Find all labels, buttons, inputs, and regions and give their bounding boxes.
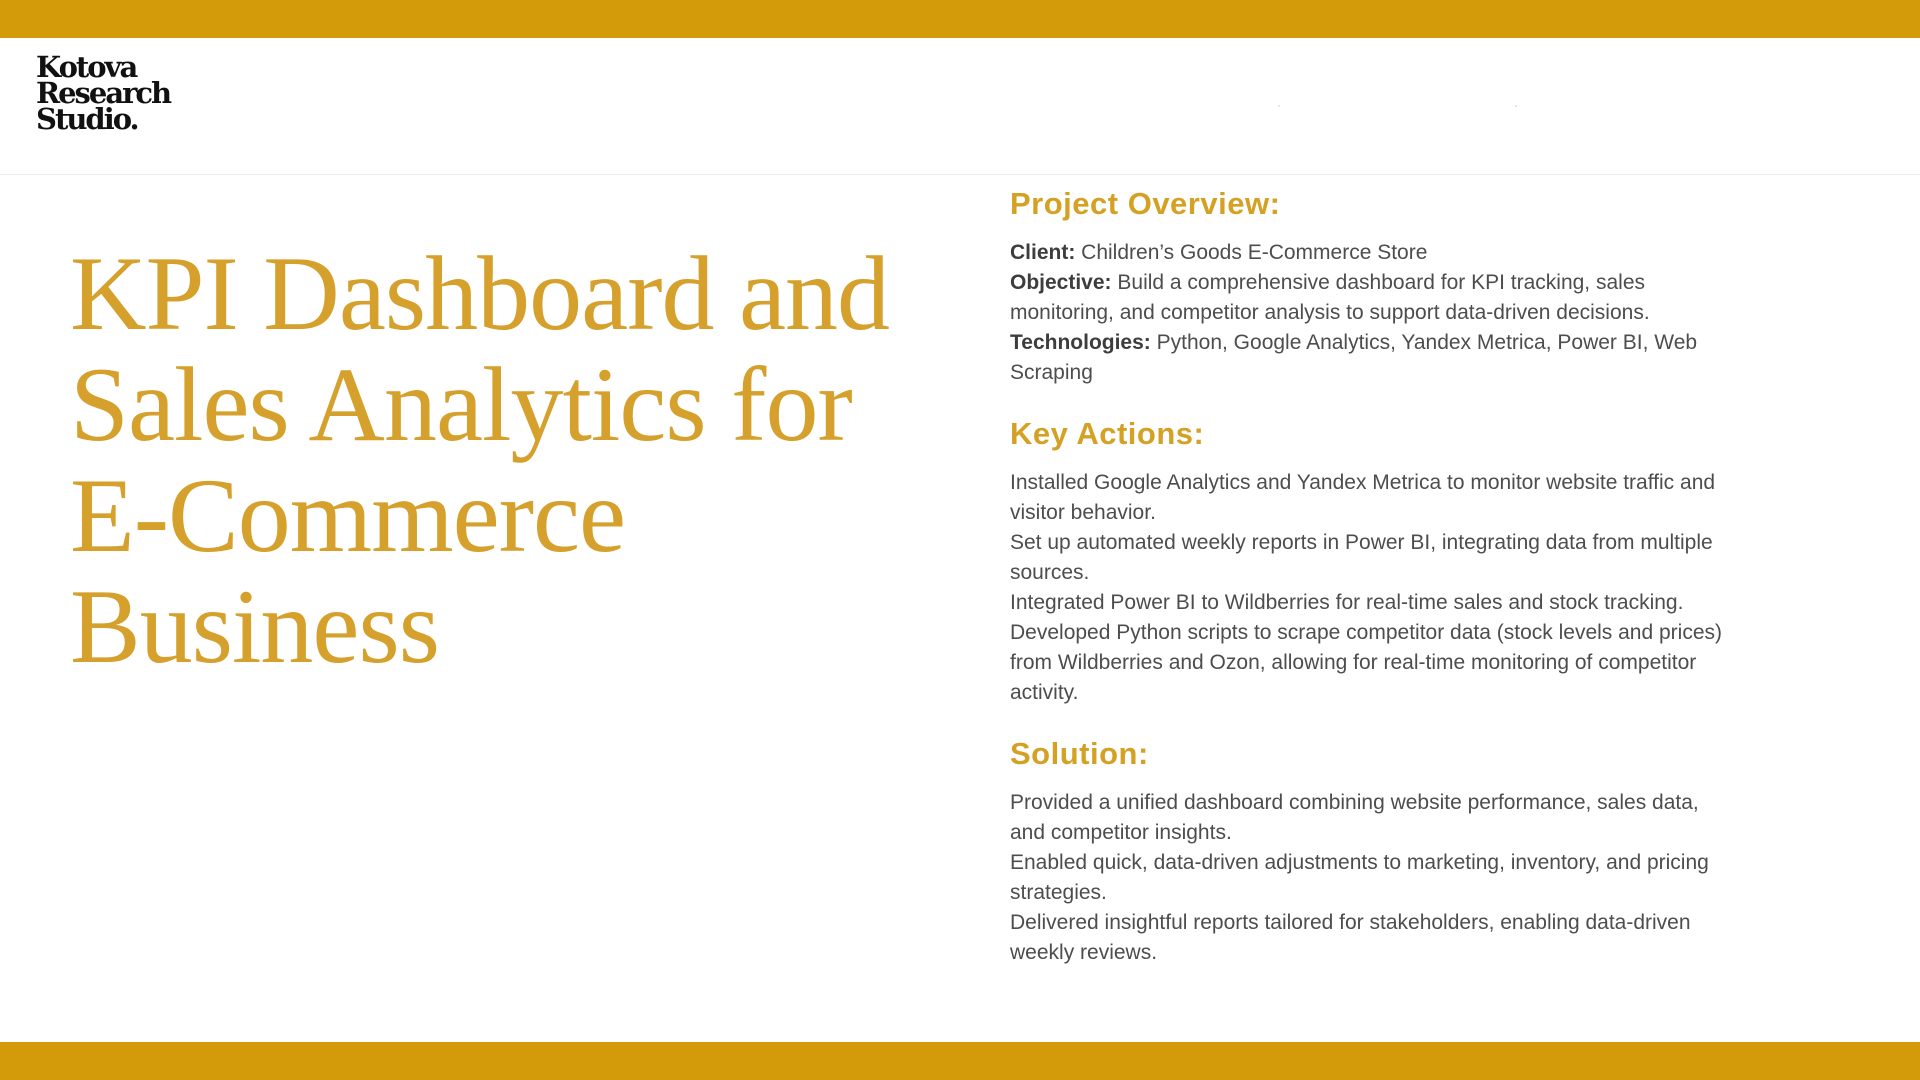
list-item: Enabled quick, data-driven adjustments to marketing, inventory, and pricing strategies. <box>1010 851 1709 904</box>
logo-line-3: Studio. <box>36 102 138 136</box>
key-actions-heading: Key Actions: <box>1010 416 1205 451</box>
key-actions-list <box>1010 468 1730 708</box>
project-overview-section <box>1010 180 1730 388</box>
key-actions-section <box>1010 410 1730 708</box>
objective-value: Build a comprehensive dashboard for KPI tracking, sales monitoring, and competitor analysis to support data-driven decisions. <box>1010 271 1650 324</box>
client-value: Children’s Goods E-Commerce Store <box>1075 241 1428 264</box>
studio-logo[interactable] <box>36 50 196 136</box>
list-item: Integrated Power BI to Wildberries for real-time sales and stock tracking. <box>1010 591 1684 614</box>
project-details <box>1010 180 1730 968</box>
nav-divider-dot <box>1278 105 1280 107</box>
technologies-row <box>1010 328 1730 388</box>
technologies-label: Technologies: <box>1010 331 1151 354</box>
site-header <box>0 38 1920 175</box>
logo-line-1: Kotova <box>36 50 137 84</box>
nav-divider-dot <box>1515 105 1517 107</box>
client-label: Client: <box>1010 241 1076 264</box>
client-row <box>1010 238 1730 268</box>
solution-list <box>1010 788 1730 968</box>
project-overview-body <box>1010 238 1730 388</box>
logo-line-2: Research <box>36 76 171 110</box>
list-item: Installed Google Analytics and Yandex Metrica to monitor website traffic and visitor behavior. <box>1010 471 1716 524</box>
project-overview-heading: Project Overview: <box>1010 186 1281 221</box>
page-title: KPI Dashboard and Sales Analytics for E-Commerce Business <box>70 235 890 685</box>
solution-section <box>1010 730 1730 968</box>
list-item: Developed Python scripts to scrape competitor data (stock levels and prices) from Wildberries and Ozon, allowing for real-time monitoring of competitor activity. <box>1010 621 1723 704</box>
top-accent-bar <box>0 0 1920 38</box>
list-item: Delivered insightful reports tailored for stakeholders, enabling data-driven weekly reviews. <box>1010 911 1691 964</box>
solution-heading: Solution: <box>1010 736 1149 771</box>
list-item: Provided a unified dashboard combining website performance, sales data, and competitor insights. <box>1010 791 1699 844</box>
objective-row <box>1010 268 1730 328</box>
technologies-value: Python, Google Analytics, Yandex Metrica, Power BI, Web Scraping <box>1010 331 1698 384</box>
list-item: Set up automated weekly reports in Power BI, integrating data from multiple sources. <box>1010 531 1713 584</box>
objective-label: Objective: <box>1010 271 1112 294</box>
bottom-accent-bar <box>0 1042 1920 1080</box>
